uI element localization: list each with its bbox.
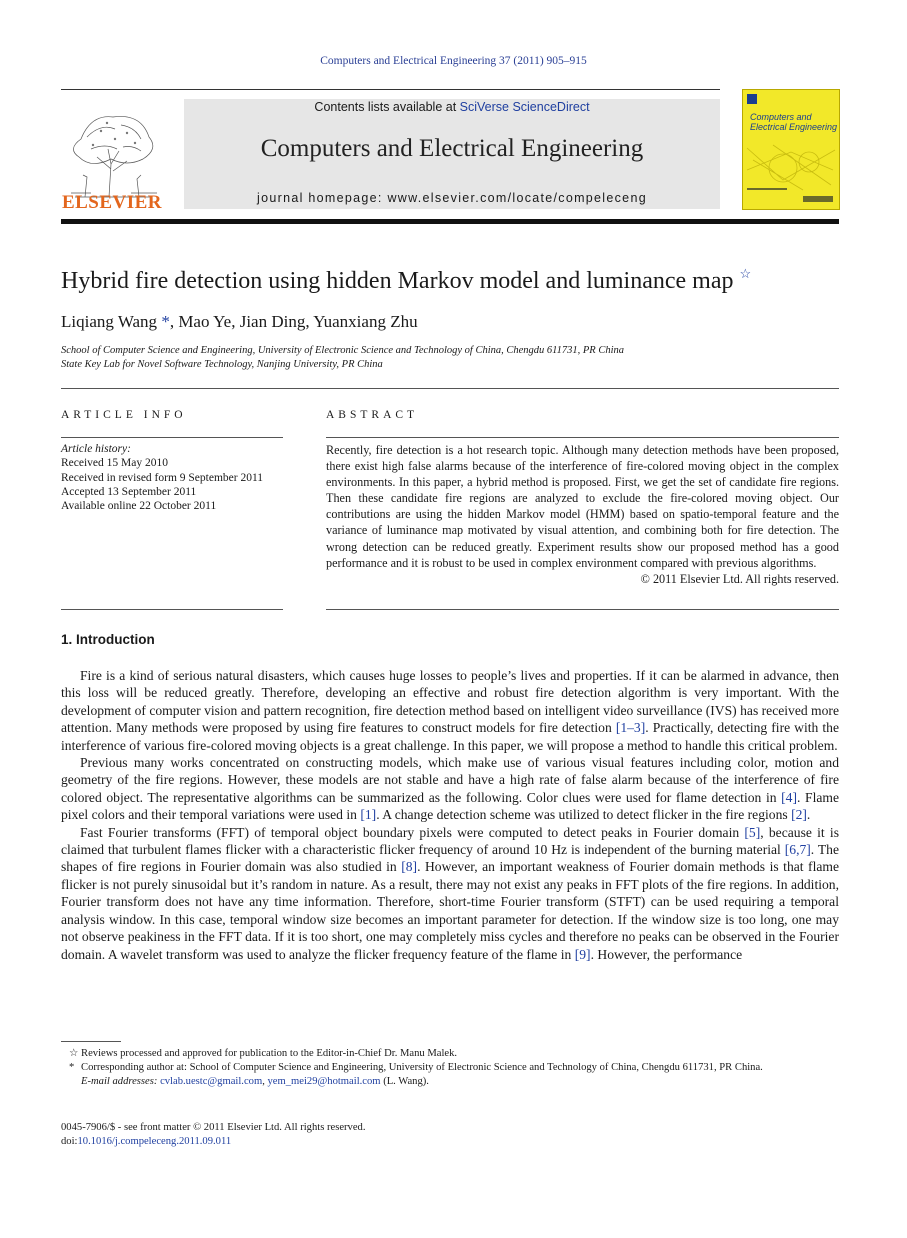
journal-masthead (184, 99, 720, 209)
paragraph-text: Fire is a kind of serious natural disasters, which causes huge losses to people’s lives and properties. If it can be alarmed in advance, then this loss will be reduced greatly. Therefore, developing an effective and robust fire detection algorithm is very important. With the development of computer vision and pattern recognition, fire detection method based on intelligent video surveillance (IVS) has received more attention. Many methods were proposed by using fire features to construct models for fire detection (61, 668, 839, 736)
article-history (61, 442, 283, 513)
journal-title: Computers and Electrical Engineering (260, 135, 644, 162)
history-entry: Accepted 13 September 2011 (61, 485, 197, 498)
homepage-prefix: journal homepage: (257, 191, 388, 205)
title-footnote-star-link[interactable]: ☆ (739, 266, 752, 281)
footnotes (61, 1047, 839, 1089)
footnote-text: Reviews processed and approved for publication to the Editor-in-Chief Dr. Manu Malek. (81, 1048, 458, 1059)
paragraph-text: . However, the performance (590, 946, 743, 962)
email-link[interactable]: cvlab.uestc@gmail.com (160, 1076, 263, 1087)
history-entry: Received in revised form 9 September 2011 (61, 471, 264, 484)
paragraph (61, 754, 839, 824)
doi-line (61, 1136, 231, 1147)
paragraph (61, 824, 839, 963)
abstract-body (326, 442, 839, 587)
email-label: E-mail addresses: (81, 1076, 158, 1087)
footnote-email: E-mail addresses: cvlab.uestc@gmail.com, yem_mei29@hotmail.com (L. Wang). (81, 1076, 429, 1087)
abstract-copyright: © 2011 Elsevier Ltd. All rights reserved. (640, 571, 839, 586)
cover-title-line-2: Electrical Engineering (750, 122, 838, 132)
email-owner: (L. Wang). (383, 1076, 429, 1087)
citation-link[interactable]: [4] (781, 789, 797, 805)
cover-title-line-1: Computers and (750, 112, 812, 122)
paragraph-text: . (806, 807, 811, 823)
paragraph-text: . However, an important weakness of Fourier domain methods is that flame flicker is not purely sinusoidal but it’s random in nature. As a result, there may not exist any peaks in FFT plots of the fire regions. In addition, Fourier transform does not have any time information. Therefore, short-time Fourier transform (STFT) can be used requiring a temporal analysis window. In this case, temporal window size becomes an important parameter for detection. If the window size is too long, one may not observe peakiness in the FFT data. If it is too short, one may completely miss cycles and therefore no peaks can be observed in the Fourier domain. A wavelet transform was used to analyze the flicker frequency feature of the flame in (61, 859, 839, 962)
author-list: Liqiang Wang *, Mao Ye, Jian Ding, Yuanxiang Zhu (61, 312, 418, 331)
article-title (61, 268, 751, 295)
author-name: Mao Ye (178, 312, 232, 331)
sciencedirect-link[interactable]: SciVerse ScienceDirect (459, 100, 590, 114)
affiliation-divider (61, 388, 839, 389)
cover-title (750, 112, 838, 132)
abstract-rule (326, 437, 839, 438)
citation-link[interactable]: [1–3] (615, 720, 646, 736)
article-info-rule-bottom (61, 609, 283, 610)
corresponding-author-link[interactable]: * (161, 312, 170, 331)
journal-citation[interactable]: Computers and Electrical Engineering 37 (2011) 905–915 (320, 55, 587, 67)
abstract-rule-bottom (326, 609, 839, 610)
paragraph-text: . A change detection scheme was utilized to detect flicker in the fire regions (376, 807, 792, 823)
history-label: Article history: (61, 443, 131, 455)
paragraph-text: . Flame pixel colors and their temporal variations were used in (61, 789, 839, 823)
footnote-text: Corresponding author at: School of Computer Science and Engineering, University of Electronic Science and Technology of China, Chengdu 611731, PR China. (81, 1062, 763, 1073)
publisher-name: ELSEVIER (61, 192, 163, 213)
footnote-asterisk-mark: * (69, 1062, 75, 1073)
paragraph-text: Previous many works concentrated on constructing models, which make use of various visual features including color, motion and geometry of the fire regions. However, these models are not stable and have a high rate of false alarm because of the interference of fire colored object. The representative algorithms can be summarized as the following. Color clues were used for flame detection in (61, 755, 839, 805)
abstract-heading: ABSTRACT (326, 409, 419, 421)
footnote-corresponding (61, 1061, 839, 1075)
homepage-url-link[interactable]: www.elsevier.com/locate/compeleceng (387, 191, 647, 205)
history-entry: Received 15 May 2010 (61, 457, 168, 470)
paragraph-text: , because it is claimed that turbulent flames flicker with a characteristic flicker frequency of around 10 Hz is independent of the burning material (61, 824, 840, 858)
cover-pattern-graphic (743, 90, 839, 209)
citation-link[interactable]: [6,7] (784, 842, 811, 858)
paragraph-text: . The shapes of fire regions in Fourier domain was also studied in (61, 842, 839, 875)
citation-link[interactable]: [1] (360, 807, 377, 823)
header-rule (61, 89, 720, 90)
journal-homepage (184, 191, 720, 205)
introduction-body (61, 667, 839, 963)
footnote-review (61, 1047, 839, 1061)
article-info-heading: ARTICLE INFO (61, 409, 187, 421)
footnote-rule (61, 1041, 121, 1042)
article-info-rule (61, 437, 283, 438)
doi-link[interactable]: 10.1016/j.compeleceng.2011.09.011 (77, 1136, 232, 1147)
contents-prefix: Contents lists available at (314, 100, 460, 114)
journal-cover-thumbnail[interactable] (742, 89, 840, 210)
citation-link[interactable]: [5] (744, 824, 761, 840)
paragraph-text: Fast Fourier transforms (FFT) of temporal object boundary pixels were computed to detect peaks in Fourier domain (80, 824, 745, 840)
citation-link[interactable]: [8] (401, 859, 418, 875)
paragraph-text: . Practically, detecting fire with the interference of various fire-colored moving objects is a great challenge. In this paper, we will propose a method to handle this critical problem. (61, 720, 839, 753)
section-heading-introduction: 1. Introduction (61, 632, 155, 647)
affiliation: State Key Lab for Novel Software Technology, Nanjing University, PR China (61, 359, 383, 370)
history-entry: Available online 22 October 2011 (61, 500, 217, 513)
citation-link[interactable]: [9] (574, 946, 591, 962)
footnote-star-mark: ☆ (69, 1048, 79, 1059)
masthead-bottom-rule (61, 219, 839, 224)
article-title-text: Hybrid fire detection using hidden Markov model and luminance map (61, 268, 734, 294)
issn-line: 0045-7906/$ - see front matter © 2011 Elsevier Ltd. All rights reserved. (61, 1122, 366, 1133)
paragraph (61, 667, 839, 754)
email-link[interactable]: yem_mei29@hotmail.com (267, 1076, 381, 1087)
doi-prefix: doi: (61, 1136, 78, 1147)
abstract-text: Recently, fire detection is a hot research topic. Although many detection methods have been proposed, there exist high false alarms because of the interference of fire-colored moving object in the complex environments. In this paper, a hybrid method is proposed. First, we get the set of candidate fire regions. Then these candidate fire regions are analyzed to exclude the fire-colored moving object. Our contributions are using the hidden Markov model (HMM) based on spatio-temporal feature and the variance of luminance map motivated by visual attention, and combining both for fire detection. The wrong detection can be reduced greatly. Experiment results show our proposed method has a good performance and it is robust to be used in complex environment compared with previous algorithms. (326, 443, 839, 570)
author-name: Yuanxiang Zhu (313, 312, 418, 331)
contents-availability (184, 100, 720, 114)
citation-link[interactable]: [2] (791, 807, 807, 823)
author-name: Liqiang Wang (61, 312, 158, 331)
affiliation: School of Computer Science and Engineering, University of Electronic Science and Technology of China, Chengdu 611731, PR China (61, 345, 625, 356)
author-name: Jian Ding (239, 312, 306, 331)
